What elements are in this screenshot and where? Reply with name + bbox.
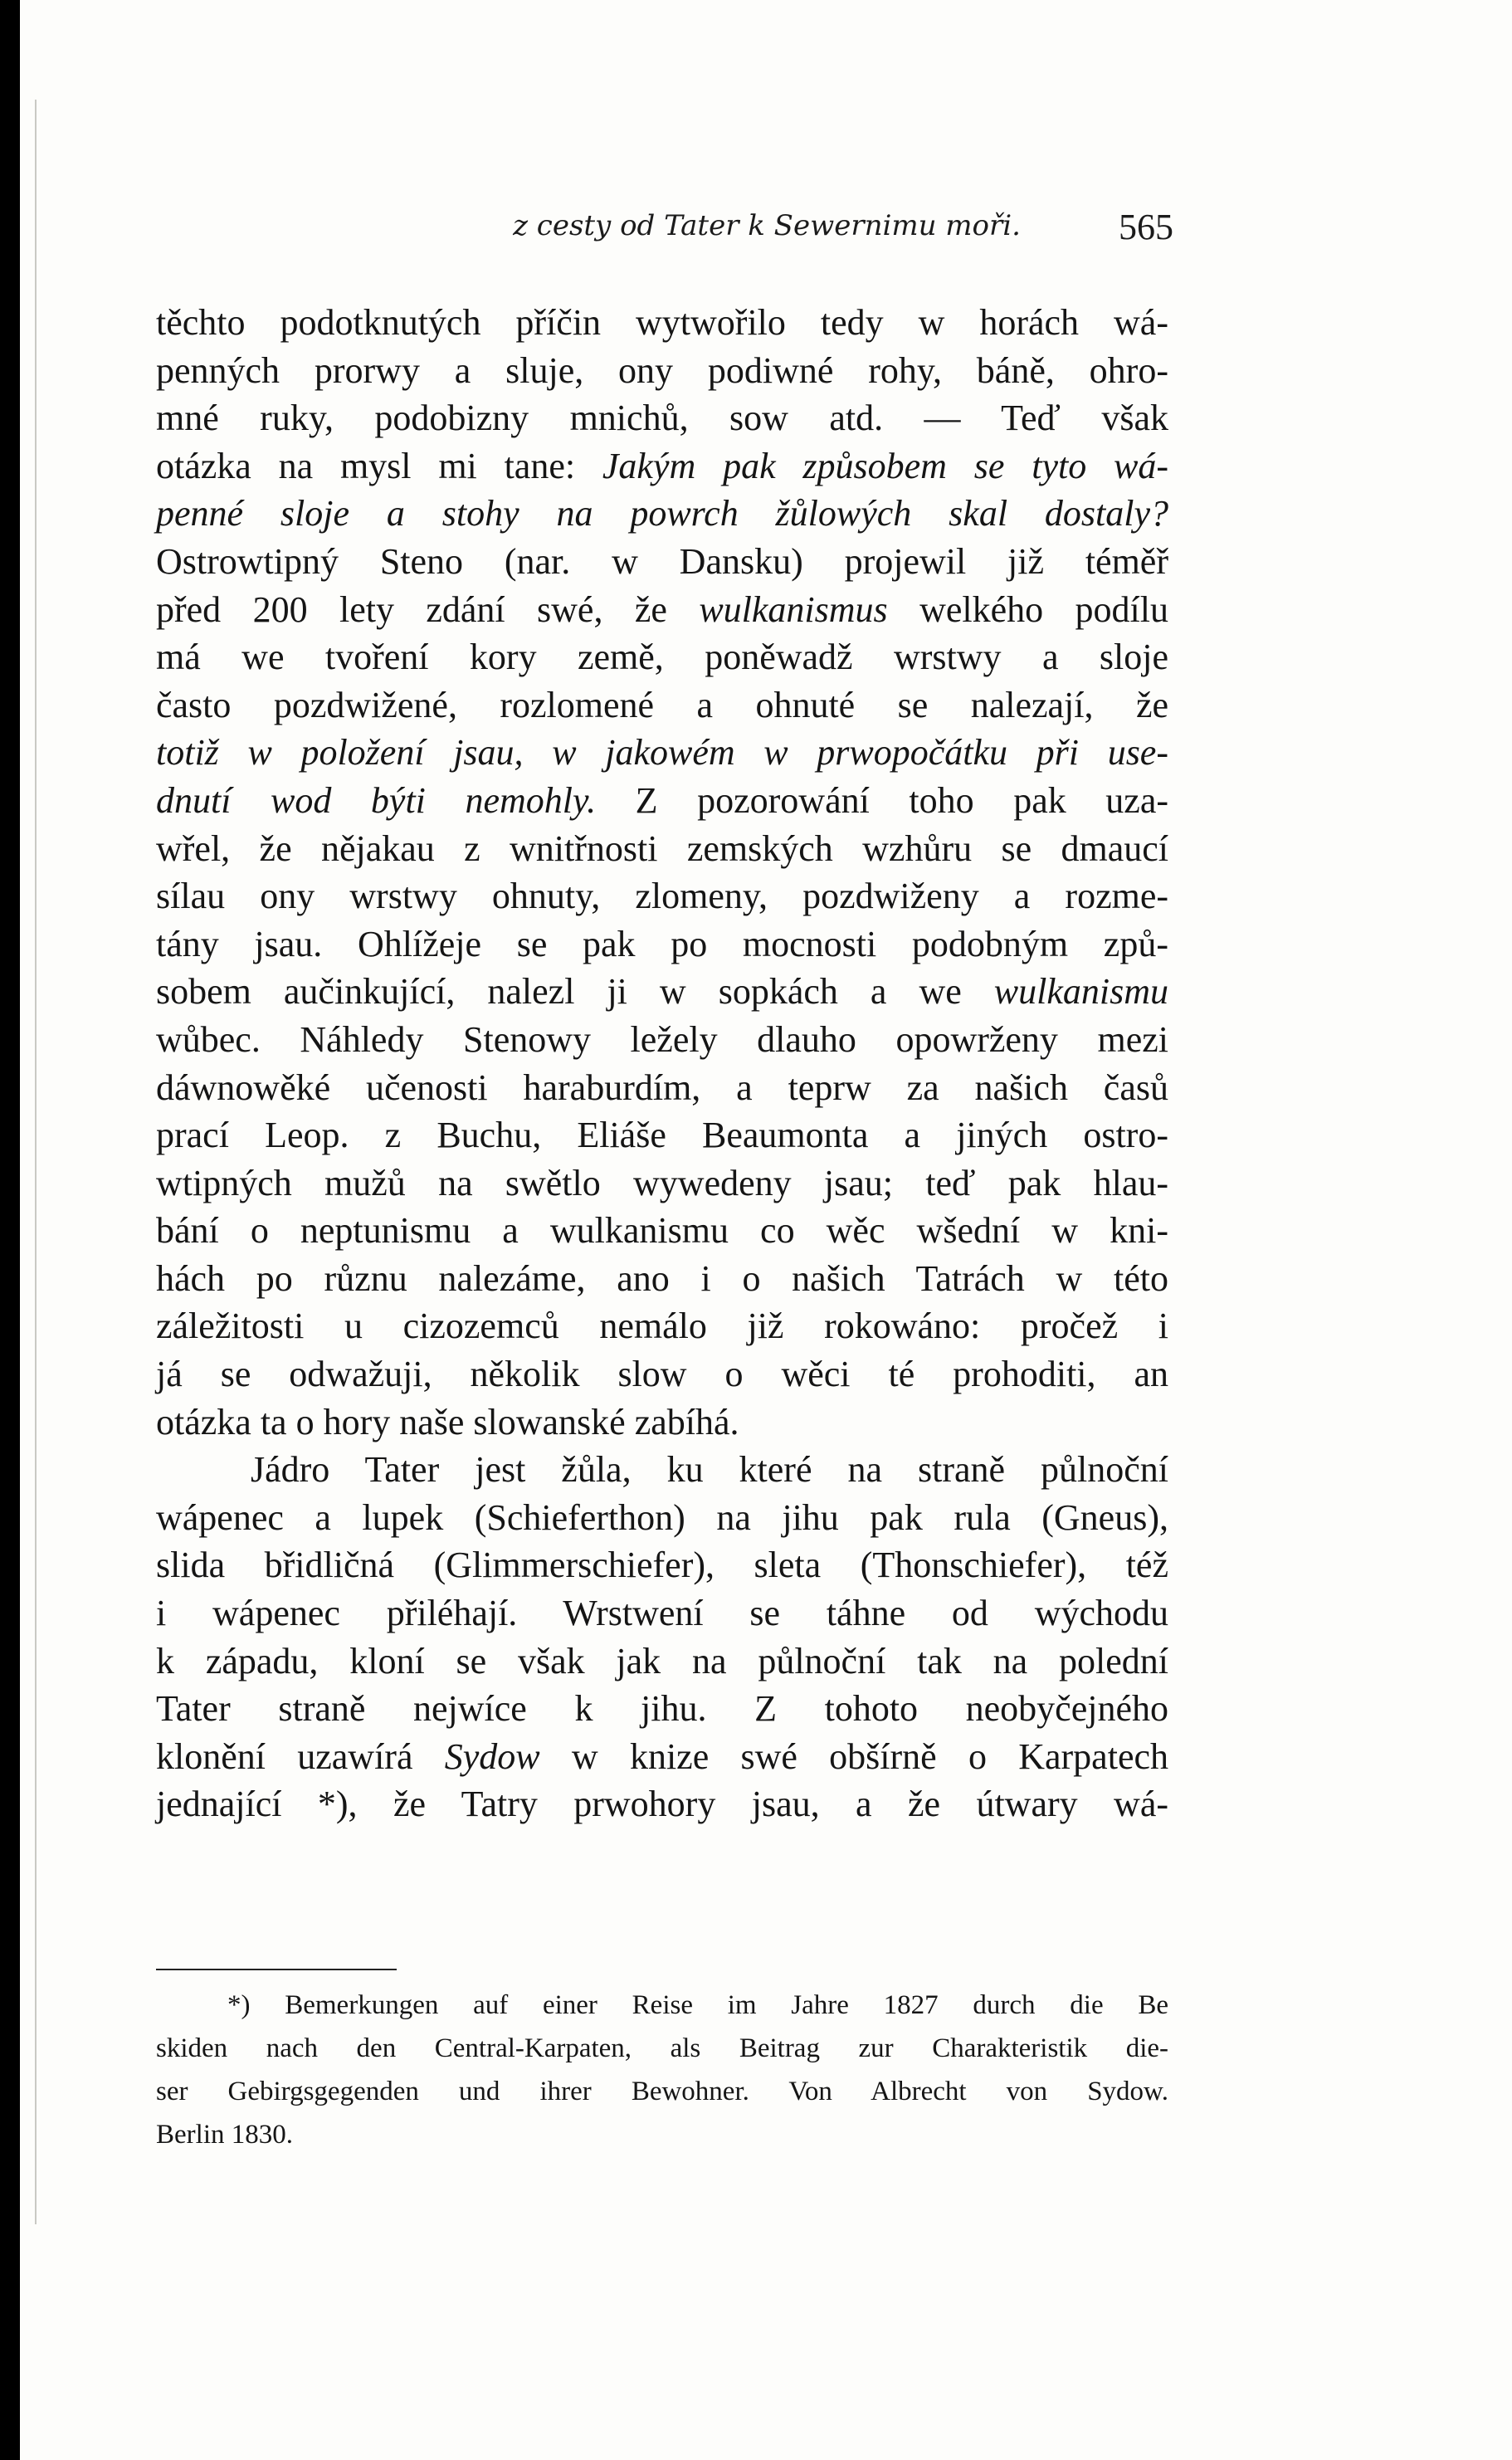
book-page [20, 0, 1512, 2460]
text-line: často pozdwižené, rozlomené a ohnuté se nalezají, že [156, 684, 1168, 725]
page-edge-line [35, 100, 37, 2224]
footnote-line: ser Gebirgsgegenden und ihrer Bewohner. Von Albrecht von Sydow. [156, 2077, 1168, 2106]
footnote-separator [156, 1969, 397, 1970]
text-line [156, 1733, 1168, 1781]
text-line: wůbec. Náhledy Stenowy ležely dlauho opowrženy mezi [156, 1018, 1168, 1060]
text-line: penné sloje a stohy na powrch žůlowých skal dostaly? [156, 493, 1168, 534]
text-line: prací Leop. z Buchu, Eliáše Beaumonta a jiných ostro- [156, 1115, 1168, 1156]
text-line: má we tvoření kory země, poněwadž wrstwy a sloje [156, 637, 1168, 678]
italic-text: Jakým pak způsobem se tyto wá- [602, 445, 1169, 486]
text-line: i wápenec přiléhají. Wrstwení se táhne od wýchodu [156, 1593, 1168, 1634]
text-line: Jádro Tater jest žůla, ku které na straně půlnoční [251, 1449, 1168, 1491]
text-line [156, 968, 1168, 1016]
text-line: já se odwažuji, několik slow o wěci té prohoditi, an [156, 1354, 1168, 1395]
text-line: mné ruky, podobizny mnichů, sow atd. — Teď však [156, 398, 1168, 439]
text-line: tány jsau. Ohlížeje se pak po mocnosti podobným způ- [156, 923, 1168, 964]
italic-text: wulkanismu [993, 971, 1168, 1013]
text-run: welkého podílu [887, 588, 1168, 630]
text-run: otázka na mysl mi tane: [156, 445, 602, 486]
text-line: hách po různu nalezáme, ano i o našich Tatrách w této [156, 1257, 1168, 1299]
page-number: 565 [1119, 207, 1173, 247]
text-line: bání o neptunismu a wulkanismu co wěc wšední w kni- [156, 1210, 1168, 1252]
text-run: před 200 lety zdání swé, že [156, 588, 700, 630]
text-line [156, 442, 1168, 491]
text-line: wřel, že nějakau z wnitřnosti zemských wzhůru se dmaucí [156, 827, 1168, 869]
text-line: k západu, kloní se však jak na půlnoční tak na polední [156, 1640, 1168, 1681]
main-text [156, 299, 1168, 1828]
text-line: sílau ony wrstwy ohnuty, zlomeny, pozdwiženy a rozme- [156, 876, 1168, 917]
text-line: těchto podotknutých příčin wytwořilo tedy w horách wá- [156, 302, 1168, 343]
text-run: w knize swé obšírně o Karpatech [539, 1735, 1168, 1777]
footnote-line: *) Bemerkungen auf einer Reise im Jahre 1827 durch die Be [227, 1990, 1168, 2020]
running-head: z cesty od Tater k Sewernimu moři. [513, 209, 1021, 242]
text-line: Tater straně nejwíce k jihu. Z tohoto neobyčejného [156, 1688, 1168, 1730]
text-line: totiž w položení jsau, w jakowém w prwopočátku při use- [156, 732, 1168, 774]
text-line: Ostrowtipný Steno (nar. w Dansku) projewil již téměř [156, 540, 1168, 582]
text-run: sobem aučinkující, nalezl ji w sopkách a we [156, 971, 994, 1013]
text-line: otázka ta o hory naše slowanské zabíhá. [156, 1401, 739, 1442]
italic-text: Sydow [444, 1735, 540, 1777]
text-line: dáwnowěké učenosti haraburdím, a teprw za našich časů [156, 1066, 1168, 1108]
footnote-line: Berlin 1830. [156, 2120, 293, 2150]
text-line: záležitosti u cizozemců nemálo již rokowáno: pročež i [156, 1306, 1168, 1347]
text-run: Z pozorowání toho pak uza- [596, 779, 1168, 821]
text-line [156, 777, 1168, 825]
text-run: klonění uzawírá [156, 1735, 445, 1777]
footnote [156, 1984, 1168, 2156]
text-line: wtipných mužů na swětlo wywedeny jsau; teď pak hlau- [156, 1162, 1168, 1203]
text-line: slida břidličná (Glimmerschiefer), sleta (Thonschiefer), též [156, 1545, 1168, 1586]
text-line [156, 586, 1168, 634]
text-line: penných prorwy a sluje, ony podiwné rohy, báně, ohro- [156, 349, 1168, 391]
italic-text: wulkanismus [699, 588, 888, 630]
footnote-line: skiden nach den Central-Karpaten, als Beitrag zur Charakteristik die- [156, 2033, 1168, 2063]
text-line: jednající *), že Tatry prwohory jsau, a že útwary wá- [156, 1784, 1168, 1825]
italic-text: dnutí wod býti nemohly. [156, 779, 597, 821]
text-line: wápenec a lupek (Schieferthon) na jihu pak rula (Gneus), [156, 1496, 1168, 1538]
